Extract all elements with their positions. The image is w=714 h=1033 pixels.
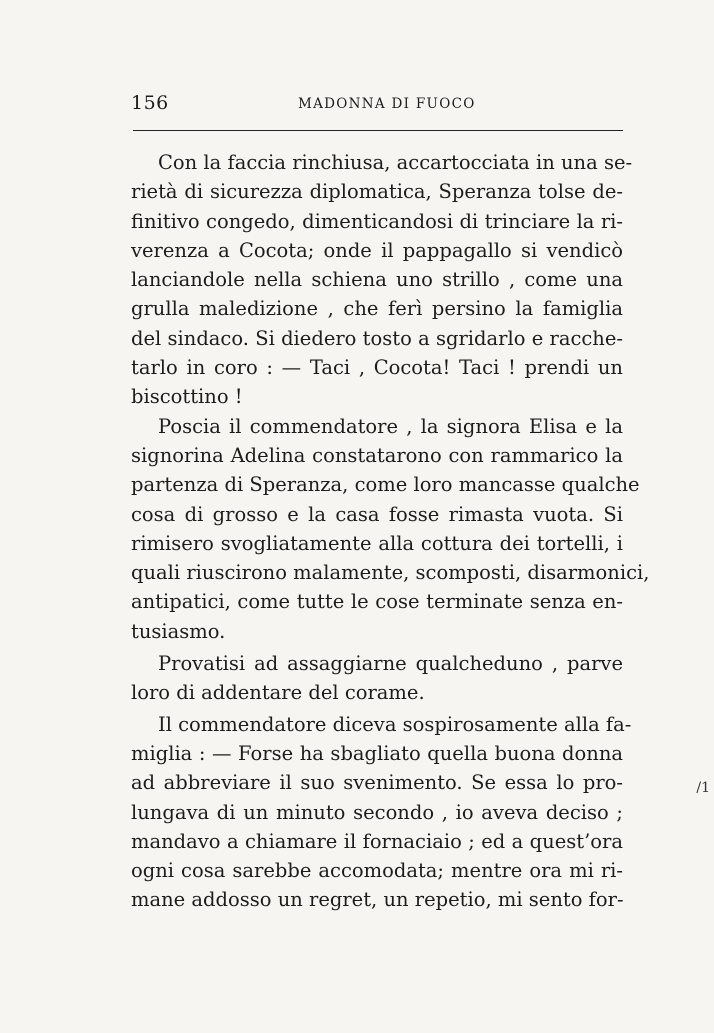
text-line: rimisero svogliatamente alla cottura dei tortelli, i <box>131 531 623 555</box>
text-line: signorina Adelina constatarono con rammarico la <box>131 443 623 467</box>
text-line: mandavo a chiamare il fornaciaio ; ed a quest’ora <box>131 829 623 853</box>
text-line: Poscia il commendatore , la signora Elisa e la <box>158 414 623 438</box>
page-number: 156 <box>131 92 169 114</box>
text-line: Con la faccia rinchiusa, accartocciata in una se- <box>158 151 633 174</box>
running-title: MADONNA DI FUOCO <box>298 96 476 112</box>
text-line: partenza di Speranza, come loro mancasse qualche <box>131 473 640 497</box>
margin-note: /1 <box>696 780 710 796</box>
text-line: lungava di un minuto secondo , io aveva deciso ; <box>131 800 623 824</box>
text-line: tarlo in coro : — Taci , Cocota! Taci ! prendi un <box>131 356 623 380</box>
text-line: tusiasmo. <box>131 619 226 643</box>
text-line: mane addosso un regret, un repetio, mi sento for- <box>131 888 624 912</box>
text-line: verenza a Cocota; onde il pappagallo si vendicò <box>131 238 623 262</box>
text-line: lanciandole nella schiena uno strillo , come una <box>131 268 623 292</box>
header-rule <box>133 130 623 131</box>
body-text <box>131 148 650 915</box>
text-line: Il commendatore diceva sospirosamente alla fa- <box>158 712 632 736</box>
text-line: quali riuscirono malamente, scomposti, disarmonici, <box>131 561 650 585</box>
text-line: biscottino ! <box>131 385 243 409</box>
text-line: grulla maledizione , che ferì persino la famiglia <box>131 297 623 321</box>
text-line: antipatici, come tutte le cose terminate senza en- <box>131 590 623 614</box>
text-line: miglia : — Forse ha sbagliato quella buona donna <box>131 741 623 765</box>
text-line: finitivo congedo, dimenticandosi di trinciare la ri- <box>131 209 623 233</box>
text-line: Provatisi ad assaggiarne qualcheduno , parve <box>158 651 623 675</box>
text-line: loro di addentare del corame. <box>131 680 425 704</box>
text-line: cosa di grosso e la casa fosse rimasta vuota. Si <box>131 502 623 526</box>
text-line: rietà di sicurezza diplomatica, Speranza tolse de- <box>131 180 623 204</box>
text-line: ad abbreviare il suo svenimento. Se essa lo pro- <box>131 771 623 795</box>
text-line: del sindaco. Si diedero tosto a sgridarlo e racche- <box>131 326 623 350</box>
text-line: ogni cosa sarebbe accomodata; mentre ora mi ri- <box>131 859 623 883</box>
